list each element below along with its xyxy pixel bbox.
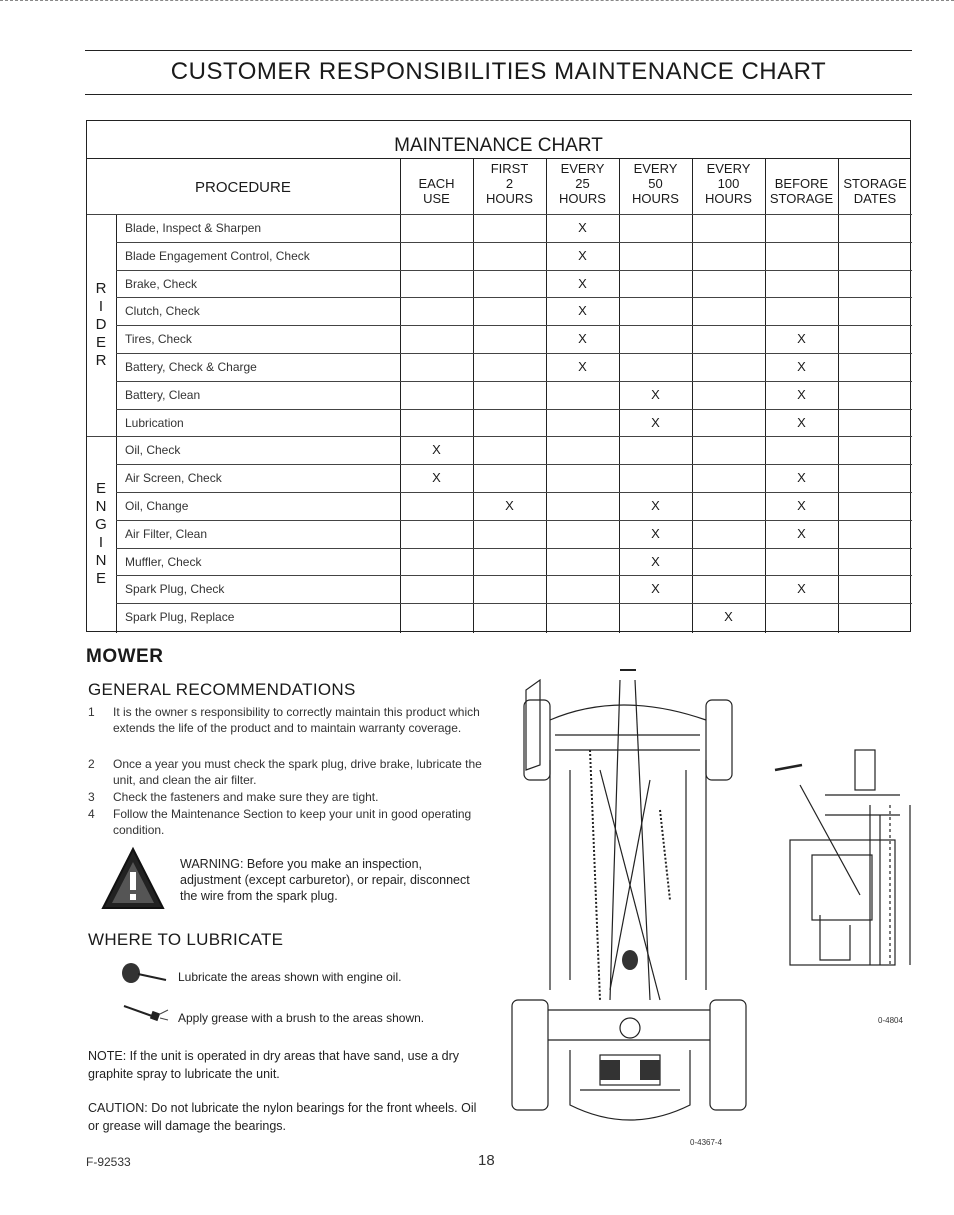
row-divider	[116, 325, 912, 326]
row-divider	[116, 603, 912, 604]
check-mark: X	[797, 386, 806, 402]
row-divider	[116, 297, 912, 298]
group-label-letter: E	[95, 334, 106, 352]
title-rule-bottom	[85, 94, 912, 95]
column-header-line	[838, 161, 912, 176]
column-header-line	[765, 161, 838, 176]
page-number: 18	[478, 1152, 495, 1169]
procedure-cell: Oil, Change	[125, 499, 189, 513]
column-header-line: DATES	[853, 191, 897, 206]
row-divider	[116, 575, 912, 576]
procedure-cell: Brake, Check	[125, 276, 198, 291]
column-header	[400, 161, 473, 206]
check-mark: X	[651, 581, 660, 597]
check-mark: X	[651, 414, 660, 430]
procedure-cell: Muffler, Check	[125, 554, 202, 569]
group-label-letter: N	[95, 551, 107, 569]
check-mark: X	[432, 470, 441, 486]
general-recommendations-heading: GENERAL RECOMMENDATIONS	[88, 680, 356, 699]
column-header	[546, 161, 619, 206]
page-top-border	[0, 0, 954, 5]
group-label-letter: I	[98, 533, 104, 551]
column-header-line: STORAGE	[769, 191, 834, 206]
check-mark: X	[797, 470, 806, 486]
mower-heading: MOWER	[86, 646, 164, 667]
procedure-cell: Air Filter, Clean	[125, 526, 208, 541]
figure-id-main: 0-4367-4	[690, 1138, 723, 1147]
column-divider	[619, 158, 620, 633]
column-header-line: EVERY	[706, 161, 751, 176]
column-header	[473, 161, 546, 206]
recommendation-number: 3	[88, 790, 95, 804]
column-header-line: 100	[717, 176, 740, 191]
maintenance-chart-table	[86, 120, 911, 632]
group-label-letter: E	[95, 569, 106, 587]
form-number: F-92533	[86, 1155, 131, 1169]
check-mark: X	[578, 303, 587, 319]
row-divider	[116, 353, 912, 354]
check-mark: X	[797, 581, 806, 597]
column-divider	[838, 158, 839, 633]
row-divider	[116, 492, 912, 493]
check-mark: X	[578, 359, 587, 374]
row-divider	[116, 464, 912, 465]
check-mark: X	[432, 442, 441, 458]
recommendation-number: 2	[88, 757, 95, 771]
caution-text: CAUTION: Do not lubricate the nylon bearings for the front wheels. Oil or grease will damage the bearings.	[88, 1101, 477, 1133]
check-mark: X	[651, 553, 660, 569]
check-mark: X	[651, 386, 660, 402]
column-header	[692, 161, 765, 206]
column-header-line: 50	[648, 176, 663, 191]
chart-title: MAINTENANCE CHART	[394, 135, 603, 156]
recommendation-item	[88, 789, 483, 805]
warning-text: WARNING: Before you make an inspection, adjustment (except carburetor), or repair, disconnect the wire from the spark plug.	[180, 857, 470, 903]
check-mark: X	[651, 498, 660, 513]
detail-diagram	[770, 745, 920, 970]
column-divider	[765, 158, 766, 633]
check-mark: X	[797, 525, 806, 541]
check-mark: X	[578, 220, 587, 235]
recommendation-item	[88, 806, 483, 838]
group-label-letter: G	[95, 515, 107, 533]
column-divider	[473, 158, 474, 633]
procedure-cell: Oil, Check	[125, 443, 181, 458]
where-to-lubricate-heading: WHERE TO LUBRICATE	[88, 930, 284, 949]
recommendation-text: Check the fasteners and make sure they are tight.	[113, 790, 379, 804]
procedure-cell: Battery, Clean	[125, 387, 201, 402]
mower-lubrication-diagram	[510, 660, 755, 1140]
column-header-line: HOURS	[486, 191, 533, 206]
column-header-line: 2	[505, 176, 514, 191]
column-header-line: EVERY	[560, 161, 605, 176]
check-mark: X	[797, 359, 806, 374]
check-mark: X	[505, 498, 514, 513]
check-mark: X	[578, 247, 587, 263]
column-divider	[692, 158, 693, 633]
column-divider	[400, 158, 401, 633]
procedure-cell: Blade Engagement Control, Check	[125, 248, 310, 263]
recommendation-item	[88, 704, 483, 736]
chart-header-rule	[87, 158, 910, 159]
column-header-line: EACH	[418, 176, 455, 191]
check-mark: X	[797, 498, 806, 513]
figure-id-detail: 0-4804	[878, 1016, 903, 1025]
column-header	[619, 161, 692, 206]
title-rule-top	[85, 50, 912, 51]
check-mark: X	[578, 331, 587, 347]
procedure-cell: Lubrication	[125, 415, 184, 430]
column-header-line: HOURS	[705, 191, 752, 206]
grease-brush-icon	[122, 1004, 172, 1026]
row-divider	[116, 381, 912, 382]
column-header	[838, 161, 912, 206]
page-title: CUSTOMER RESPONSIBILITIES MAINTENANCE CHART	[170, 58, 827, 85]
group-label-letter: R	[95, 280, 107, 298]
recommendation-item	[88, 756, 483, 788]
group-label-letter: N	[95, 497, 107, 515]
row-divider	[87, 436, 912, 437]
check-mark: X	[578, 275, 587, 291]
procedure-header: PROCEDURE	[195, 179, 291, 196]
group-label-letter: E	[95, 479, 106, 497]
lube-oil-text: Lubricate the areas shown with engine oil.	[178, 970, 402, 984]
column-header-line: 25	[575, 176, 590, 191]
recommendation-text: Once a year you must check the spark plug, drive brake, lubricate the unit, and clean the air filter.	[113, 757, 482, 787]
column-header-line: STORAGE	[843, 176, 907, 191]
row-divider	[116, 409, 912, 410]
column-header-line: HOURS	[632, 191, 679, 206]
warning-triangle-icon	[100, 846, 166, 912]
check-mark: X	[724, 609, 733, 625]
column-header-line: FIRST	[490, 161, 529, 176]
column-header-line: EVERY	[633, 161, 678, 176]
column-header-line: BEFORE	[774, 176, 829, 191]
recommendation-number: 1	[88, 705, 95, 719]
group-label-letter: R	[95, 352, 107, 370]
procedure-cell: Spark Plug, Check	[125, 582, 225, 597]
group-label-letter: D	[95, 316, 107, 334]
column-header	[765, 161, 838, 206]
column-header-line: HOURS	[559, 191, 606, 206]
check-mark: X	[797, 414, 806, 430]
check-mark: X	[651, 525, 660, 541]
procedure-cell: Spark Plug, Replace	[125, 610, 235, 625]
header-body-rule	[87, 214, 912, 215]
procedure-cell: Blade, Inspect & Sharpen	[125, 221, 262, 235]
row-divider	[116, 548, 912, 549]
row-divider	[116, 270, 912, 271]
column-divider	[546, 158, 547, 633]
column-header-line: USE	[423, 191, 450, 206]
check-mark: X	[797, 331, 806, 347]
note-text: NOTE: If the unit is operated in dry areas that have sand, use a dry graphite spray to lubricate the unit.	[88, 1049, 460, 1081]
recommendation-text: Follow the Maintenance Section to keep your unit in good operating condition.	[113, 807, 472, 837]
oil-can-icon	[120, 960, 168, 986]
group-divider	[116, 214, 117, 633]
row-divider	[116, 520, 912, 521]
recommendation-number: 4	[88, 807, 95, 821]
lube-grease-text: Apply grease with a brush to the areas shown.	[178, 1011, 425, 1025]
procedure-cell: Battery, Check & Charge	[125, 360, 257, 374]
procedure-cell: Clutch, Check	[125, 304, 200, 319]
recommendation-text: It is the owner s responsibility to correctly maintain this product which extends the life of the product and to maintain warranty coverage.	[113, 705, 480, 735]
procedure-cell: Air Screen, Check	[125, 471, 222, 486]
column-header-line	[400, 161, 473, 176]
procedure-cell: Tires, Check	[125, 332, 192, 347]
group-label-letter: I	[98, 298, 104, 316]
row-divider	[116, 242, 912, 243]
